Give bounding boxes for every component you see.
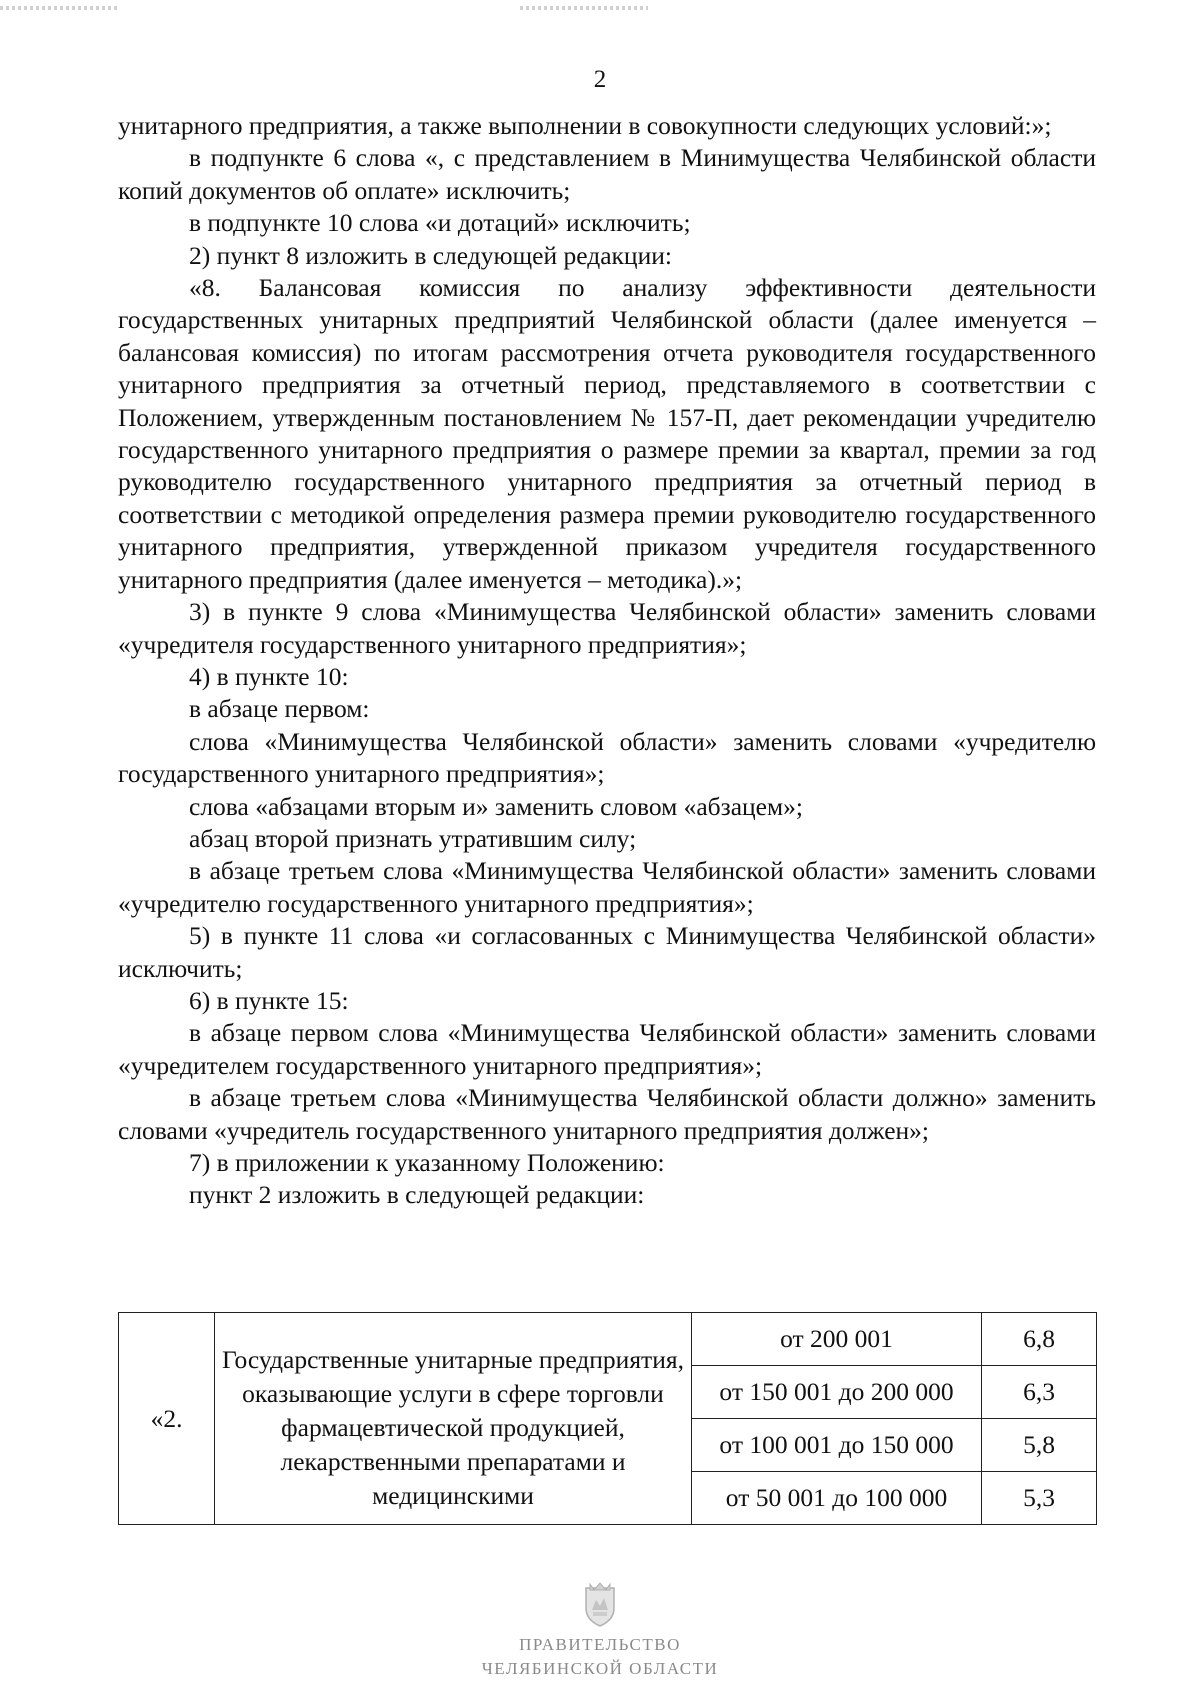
item-number-cell: «2. (119, 1313, 215, 1525)
range-cell: от 200 001 (692, 1313, 982, 1366)
paragraph: в абзаце третьем слова «Минимущества Челябинской области должно» заменить словами «учредитель государственного унитарного предприятия должен»; (118, 1083, 1096, 1145)
range-cell: от 150 001 до 200 000 (692, 1366, 982, 1419)
paragraph: в абзаце третьем слова «Минимущества Челябинской области» заменить словами «учредителю государственного унитарного предприятия»; (118, 856, 1096, 918)
rate-cell: 6,3 (982, 1366, 1097, 1419)
paragraph: 2) пункт 8 изложить в следующей редакции: (189, 240, 672, 270)
paragraph: в абзаце первом слова «Минимущества Челябинской области» заменить словами «учредителем государственного унитарного предприятия»; (118, 1018, 1096, 1080)
paragraph: унитарного предприятия, а также выполнении в совокупности следующих условий:»; (118, 111, 1052, 140)
paragraph: пункт 2 изложить в следующей редакции: (189, 1180, 645, 1210)
appendix-table-wrapper (118, 1312, 1096, 1525)
paragraph: 7) в приложении к указанному Положению: (189, 1148, 665, 1177)
page-number: 2 (593, 66, 607, 93)
range-cell: от 50 001 до 100 000 (692, 1472, 982, 1525)
paragraph: 3) в пункте 9 слова «Минимущества Челябинской области» заменить словами «учредителя государственного унитарного предприятия»; (118, 597, 1096, 659)
paragraph: в подпункте 10 слова «и дотаций» исключить; (189, 208, 691, 238)
paragraph: абзац второй признать утратившим силу; (189, 823, 637, 853)
stamp-line-2: ЧЕЛЯБИНСКОЙ ОБЛАСТИ (481, 1659, 719, 1678)
paragraph: слова «Минимущества Челябинской области» заменить словами «учредителю государственного унитарного предприятия»; (118, 726, 1096, 789)
appendix-table (118, 1312, 1097, 1525)
stamp-line-1: ПРАВИТЕЛЬСТВО (519, 1635, 681, 1654)
paragraph: 6) в пункте 15: (189, 985, 349, 1015)
scan-artifact-center (520, 6, 648, 10)
paragraph: 5) в пункте 11 слова «и согласованных с Минимущества Челябинской области» исключить; (118, 921, 1096, 983)
range-cell: от 100 001 до 150 000 (692, 1419, 982, 1472)
paragraph: «8. Балансовая комиссия по анализу эффективности деятельности государственных унитарных предприятий Челябинской области (далее именуется – балансовая комиссия) по итогам рассмотрения отчета руководителя государственного унитарного предприятия за отчетный период, представляемого в соответствии с Положением, утвержденным постановлением № 157-П, дает рекомендации учредителю государственного унитарного предприятия о размере премии за квартал, премии за год руководителю государственного унитарного предприятия за отчетный период в соответствии с методикой определения размера премии руководителю государственного унитарного предприятия, утвержденной приказом учредителя государственного унитарного предприятия (далее именуется – методика).»; (118, 273, 1096, 594)
document-body (118, 110, 1096, 1212)
coat-of-arms-icon (580, 1580, 620, 1628)
government-stamp (0, 1580, 1200, 1681)
rate-cell: 5,8 (982, 1419, 1097, 1472)
paragraph: в абзаце первом: (189, 694, 370, 724)
paragraph: слова «абзацами вторым и» заменить словом «абзацем»; (189, 791, 803, 821)
table-row (119, 1313, 1097, 1366)
paragraph: 4) в пункте 10: (189, 661, 349, 691)
rate-cell: 6,8 (982, 1313, 1097, 1366)
paragraph: в подпункте 6 слова «, с представлением в Минимущества Челябинской области копий документов об оплате» исключить; (118, 143, 1096, 205)
item-description-cell: Государственные унитарные предприятия, оказывающие услуги в сфере торговли фармацевтической продукцией, лекарственными препаратами и медицинскими (215, 1313, 692, 1525)
scan-artifact-left (0, 6, 118, 10)
rate-cell: 5,3 (982, 1472, 1097, 1525)
